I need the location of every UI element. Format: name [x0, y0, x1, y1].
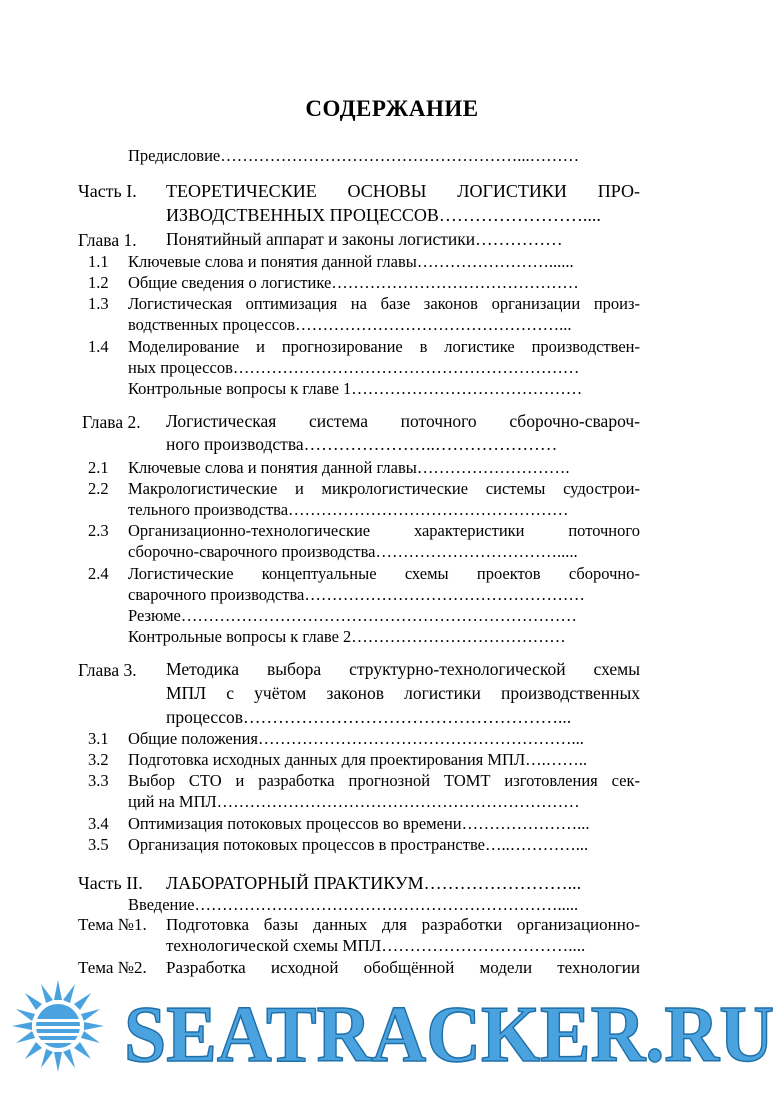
ch2-label: Глава 2.	[82, 412, 141, 432]
part1-title-line1: ТЕОРЕТИЧЕСКИЕ ОСНОВЫ ЛОГИСТИКИ ПРО-	[166, 181, 640, 201]
ch2-s4-line2: сварочного производства……………………………………………	[128, 585, 585, 604]
watermark	[0, 978, 784, 1078]
ch3-s3-line2: ций на МПЛ…………………………………………………………	[128, 792, 580, 811]
ch1-s2-num: 1.2	[88, 273, 109, 292]
ch2-title-line2: ного производства…………………..…………………	[166, 434, 558, 454]
ch3-title-line2: МПЛ с учётом законов логистики производственных	[166, 683, 640, 703]
ch2-s3-num: 2.3	[88, 521, 109, 540]
topic1-label: Тема №1.	[78, 915, 147, 934]
watermark-text: SEATRACKER.RU	[124, 991, 774, 1078]
ch2-questions: Контрольные вопросы к главе 2…………………………………	[128, 627, 566, 646]
ch3-s1: Общие положения…………………………………………………...	[128, 729, 584, 748]
ch2-s1: Ключевые слова и понятия данной главы……………………….	[128, 458, 570, 477]
ch3-s5: Организация потоковых процессов в пространстве…..…………...	[128, 835, 589, 854]
ch2-s3-line1: Организационно-технологические характеристики поточного	[128, 521, 640, 540]
ch3-s3-line1: Выбор СТО и разработка прогнозной ТОМТ изготовления сек-	[128, 771, 640, 790]
ch3-s2: Подготовка исходных данных для проектирования МПЛ….……..	[128, 750, 588, 769]
part2-intro: Введение………………………………………………………….....	[128, 895, 579, 914]
ch2-title-line1: Логистическая система поточного сборочно-свароч-	[166, 411, 640, 431]
ch1-s3-num: 1.3	[88, 294, 109, 313]
page-title: СОДЕРЖАНИЕ	[305, 96, 479, 121]
toc-preface: Предисловие………………………………………………...………	[128, 146, 580, 165]
ch1-s3-line1: Логистическая оптимизация на базе законов организации произ-	[128, 294, 640, 313]
ch2-summary: Резюме………………………………………………………………	[128, 606, 577, 625]
part2-title: ЛАБОРАТОРНЫЙ ПРАКТИКУМ……………………...	[166, 873, 582, 893]
ch3-title-line3: процессов………………………………………………...	[166, 707, 572, 727]
topic1-line1: Подготовка базы данных для разработки организационно-	[166, 915, 640, 934]
ch1-label: Глава 1.	[78, 230, 137, 250]
ch3-s1-num: 3.1	[88, 729, 109, 748]
ch1-questions: Контрольные вопросы к главе 1……………………………………	[128, 379, 583, 398]
ch1-s4-line1: Моделирование и прогнозирование в логистике производствен-	[128, 337, 640, 356]
ch3-label: Глава 3.	[78, 660, 137, 680]
ch3-s5-num: 3.5	[88, 835, 109, 854]
ch2-s2-num: 2.2	[88, 479, 109, 498]
ch3-s4-num: 3.4	[88, 814, 109, 833]
ch1-s3-line2: водственных процессов…………………………………………...	[128, 315, 572, 334]
ch2-s2-line2: тельного производства……………………………………………	[128, 500, 569, 519]
ch2-s4-num: 2.4	[88, 564, 109, 583]
ch1-s1: Ключевые слова и понятия данной главы……………………......	[128, 252, 574, 271]
topic1-line2: технологической схемы МПЛ……………………………....	[166, 936, 586, 955]
topic2-label: Тема №2.	[78, 958, 147, 977]
ch1-s2: Общие сведения о логистике………………………………………	[128, 273, 579, 292]
ch2-s1-num: 2.1	[88, 458, 109, 477]
ch1-title: Понятийный аппарат и законы логистики……………	[166, 229, 563, 249]
ch3-title-line1: Методика выбора структурно-технологической схемы	[166, 659, 640, 679]
ch1-s1-num: 1.1	[88, 252, 109, 271]
ch3-s2-num: 3.2	[88, 750, 109, 769]
part2-label: Часть II.	[78, 873, 143, 893]
ch1-s4-num: 1.4	[88, 337, 109, 356]
ch2-s2-line1: Макрологистические и микрологистические системы судострои-	[128, 479, 640, 498]
ch2-s4-line1: Логистические концептуальные схемы проектов сборочно-	[128, 564, 640, 583]
ch2-s3-line2: сборочно-сварочного производства…………………………….....	[128, 542, 578, 561]
ch3-s4: Оптимизация потоковых процессов во времени…………………...	[128, 814, 590, 833]
ch3-s3-num: 3.3	[88, 771, 109, 790]
sun-icon	[12, 980, 104, 1072]
part1-title-line2: ИЗВОДСТВЕННЫХ ПРОЦЕССОВ……………………....	[166, 205, 601, 225]
part1-label: Часть I.	[78, 181, 137, 201]
topic2-line1: Разработка исходной обобщённой модели технологии	[166, 958, 640, 977]
ch1-s4-line2: ных процессов………………………………………………………	[128, 358, 580, 377]
